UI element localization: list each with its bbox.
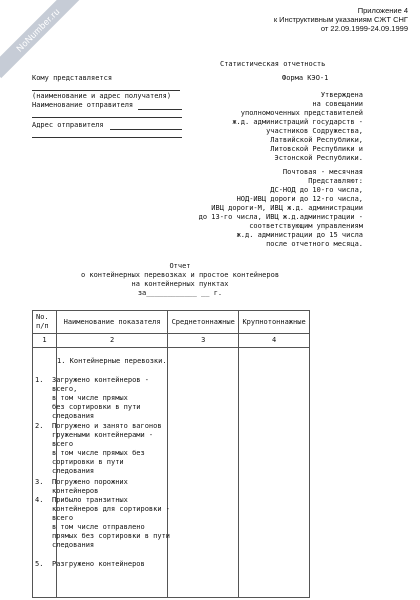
- item-number: 2.: [35, 422, 44, 430]
- approval-block: [163, 91, 363, 163]
- column-number: 2: [56, 334, 167, 348]
- report-title-line: Отчет: [169, 262, 191, 270]
- appendix-line: от 22.09.1999-24.09.1999: [320, 24, 408, 33]
- approval-line: уполномоченных представителей: [240, 109, 363, 117]
- item-line: Погружено и занято вагонов: [52, 422, 162, 430]
- item-line: всего: [52, 440, 74, 448]
- item-line: Загружено контейнеров -: [52, 376, 149, 384]
- item-line: следования: [52, 541, 95, 549]
- table-header: Среднетоннажные: [168, 311, 239, 334]
- sender-name-line-2: [32, 117, 182, 118]
- appendix-line: Приложение 4: [357, 6, 408, 15]
- schedule-line: ж.д. администрации до 15 числа: [236, 231, 363, 239]
- sender-address-line-2: [32, 137, 182, 138]
- recipient-caption: (наименование и адрес получателя): [32, 92, 172, 100]
- approval-line: Литовской Республики и: [270, 145, 363, 153]
- item-line: без сортировки в пути: [52, 403, 141, 411]
- schedule-line: Представляют:: [308, 177, 363, 185]
- recipient-label: Кому представляется: [32, 74, 113, 82]
- sender-address-label: Адрес отправителя: [32, 121, 104, 129]
- item-number: 4.: [35, 496, 44, 504]
- sender-name-label: Наименование отправителя: [32, 101, 134, 109]
- approval-line: Эстонской Республики.: [274, 154, 363, 162]
- item-line: в том числе прямых: [52, 394, 128, 402]
- item-text: [52, 478, 128, 496]
- approval-line: участников Содружества,: [266, 127, 363, 135]
- item-line: следования: [52, 412, 95, 420]
- item-line: Прибыло транзитных: [52, 496, 128, 504]
- item-line: сортировки в пути: [52, 458, 124, 466]
- table-header: No. п/п: [33, 311, 57, 334]
- item-line: Погружено порожних: [52, 478, 128, 486]
- item-text: [52, 496, 170, 550]
- item-line: в том числе отправлено: [52, 523, 145, 531]
- report-title-line: на контейнерных пунктах: [131, 280, 229, 288]
- stat-report-heading: Статистическая отчетность: [220, 60, 326, 68]
- approval-line: на совещании: [312, 100, 363, 108]
- item-line: контейнеров: [52, 487, 99, 495]
- watermark-ribbon: NoNumber.ru: [0, 0, 86, 78]
- table-header: Крупнотоннажные: [239, 311, 310, 334]
- schedule-line: до 13-го числа, ИВЦ ж.д.администрации -: [198, 213, 363, 221]
- column-number: 3: [168, 334, 239, 348]
- schedule-line: Почтовая - месячная: [282, 168, 363, 176]
- item-text: [52, 422, 162, 476]
- item-line: следования: [52, 467, 95, 475]
- column-number: 1: [33, 334, 57, 348]
- report-title: [60, 262, 300, 298]
- schedule-line: соответствующим управлениям: [249, 222, 363, 230]
- section-heading: 1. Контейнерные перевозки.: [57, 357, 167, 365]
- report-title-line: за____________ __ г.: [137, 289, 223, 297]
- approval-line: Латвийской Республики,: [270, 136, 363, 144]
- item-number: 3.: [35, 478, 44, 486]
- item-line: в том числе прямых без: [52, 449, 145, 457]
- item-line: всего: [52, 514, 74, 522]
- item-number: 5.: [35, 560, 44, 568]
- schedule-line: ДС-НОД до 10-го числа,: [270, 186, 363, 194]
- approval-line: ж.д. администраций государств -: [232, 118, 363, 126]
- appendix-line: к Инструктивным указаниям СЖТ СНГ: [273, 15, 408, 24]
- item-line: Разгружено контейнеров: [52, 560, 145, 568]
- schedule-block: [143, 168, 363, 249]
- appendix-block: [274, 6, 408, 33]
- item-line: прямых без сортировки в пути: [52, 532, 171, 540]
- table-header-row: [33, 311, 310, 334]
- item-line: контейнеров для сортировки -: [52, 505, 171, 513]
- form-label: Форма КЭО-1: [282, 74, 329, 82]
- report-title-line: о контейнерных перевозках и простое контейнеров: [80, 271, 280, 279]
- column-number-row: [33, 334, 310, 348]
- item-line: всего,: [52, 385, 78, 393]
- schedule-line: после отчетного месяца.: [266, 240, 363, 248]
- large-cell: [239, 348, 310, 598]
- item-line: гружеными контейнерами -: [52, 431, 154, 439]
- item-text: [52, 560, 145, 569]
- item-text: [52, 376, 149, 421]
- recipient-line: [32, 90, 180, 91]
- schedule-line: НОД-ИВЦ дороги до 12-го числа,: [236, 195, 363, 203]
- medium-cell: [168, 348, 239, 598]
- item-number: 1.: [35, 376, 44, 384]
- column-number: 4: [239, 334, 310, 348]
- approval-line: Утверждена: [320, 91, 363, 99]
- schedule-line: ИВЦ дороги-М, ИВЦ ж.д. администрации: [211, 204, 363, 212]
- table-header: Наименование показателя: [56, 311, 167, 334]
